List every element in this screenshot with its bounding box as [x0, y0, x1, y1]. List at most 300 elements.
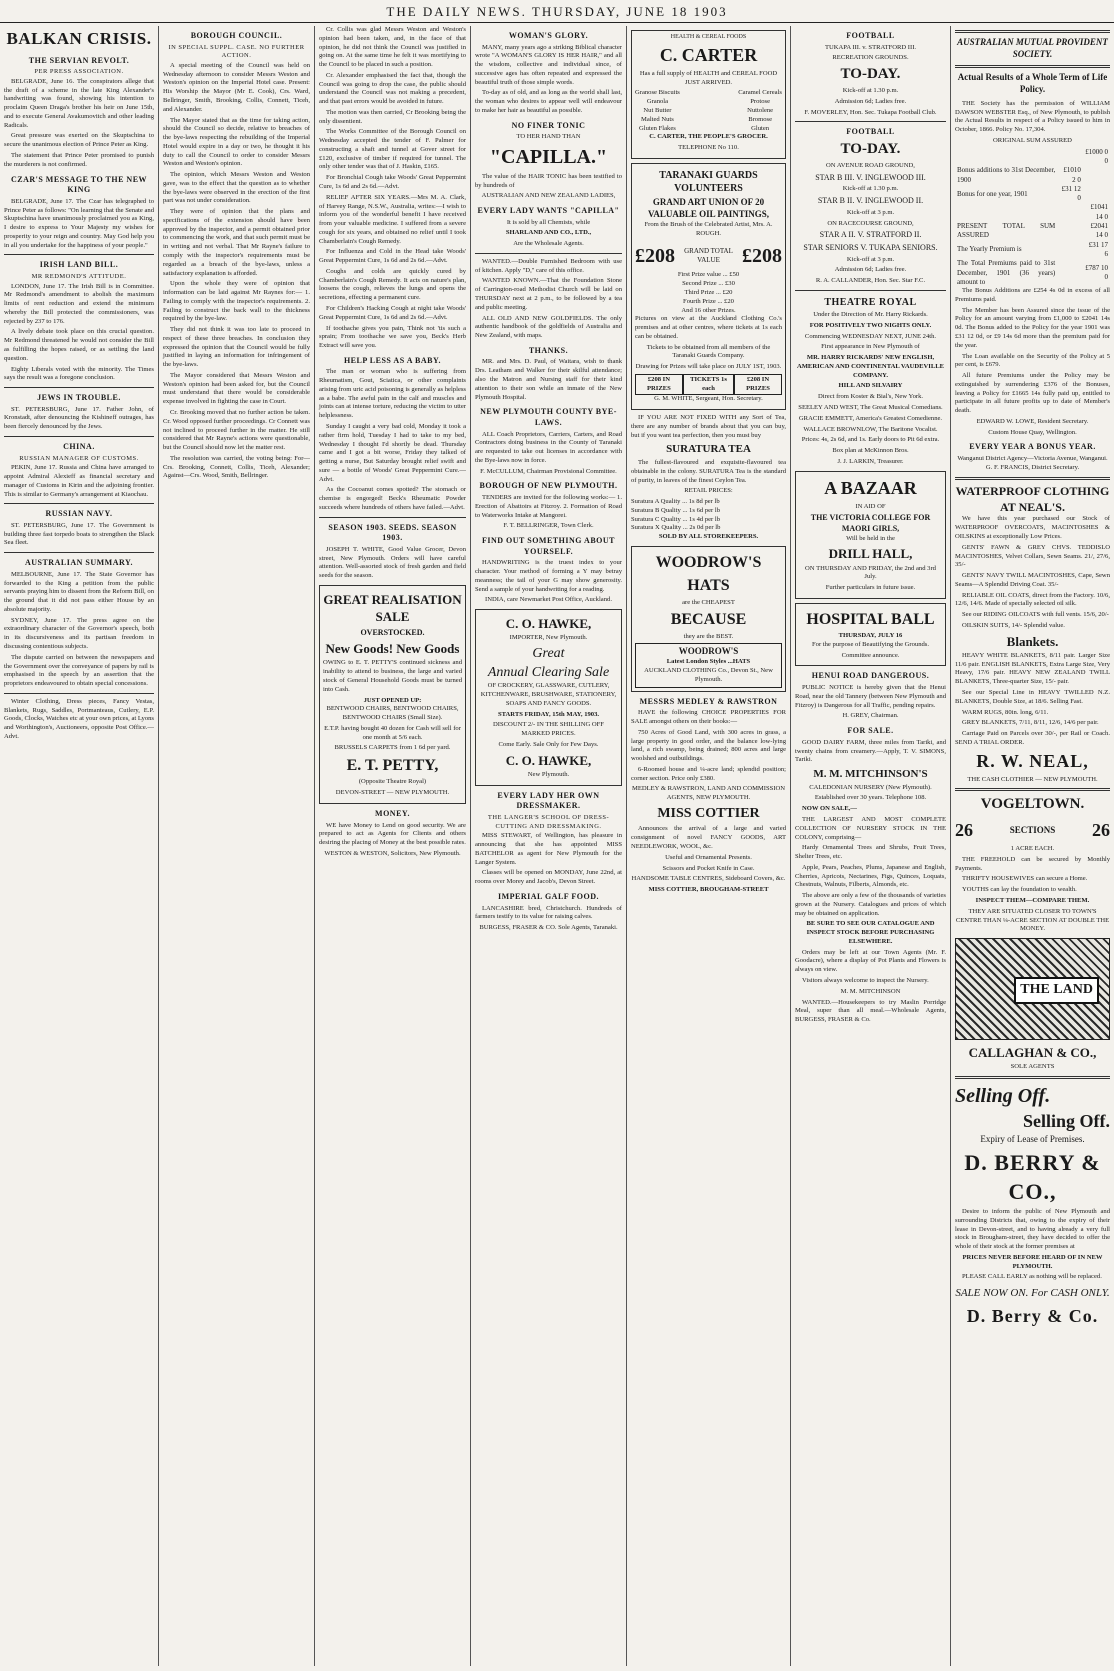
article-paragraph: The statement that Prince Peter promised to punish the murderers is not confirmed. [4, 152, 154, 168]
football-1-kickoff: Kick-off at 1.30 p.m. [842, 87, 899, 95]
sale-now-line: SALE NOW ON. For CASH ONLY. [955, 1287, 1110, 1300]
article-paragraph: 6-Roomed house and ¼-acre land; splendid position; corner section. Price only £380. [631, 765, 786, 782]
please-call-line: PLEASE CALL EARLY as nothing will be replaced. [962, 1273, 1102, 1281]
woodrow-title: WOODROW'S [655, 553, 762, 571]
russian-navy-head: RUSSIAN NAVY. [45, 509, 113, 519]
expiry-line: Expiry of Lease of Premises. [980, 1133, 1085, 1144]
amp-table-row [955, 222, 1110, 241]
article-paragraph: GENTS' FAWN & GREY CHVS. TEDDISLO MACINTOSHES, Velvet Collars, Sewn Seams. 21/, 27/6, 35/- [955, 543, 1110, 569]
football-2-kickoff-2: Kick-off at 3 p.m. [846, 208, 895, 216]
mitchinson-sub: CALEDONIAN NURSERY (New Plymouth). [809, 783, 932, 791]
divider [4, 254, 154, 255]
czar-message-head: CZAR'S MESSAGE TO THE NEW KING [10, 174, 148, 195]
hawke-name: C. O. HAWKE, [505, 616, 592, 632]
prize-box-middle: TICKETS 1s each [683, 374, 734, 396]
prize-total-label: GRAND TOTAL VALUE [684, 246, 733, 265]
theatre-head: THEATRE ROYAL [824, 296, 917, 308]
berry-title: D. BERRY & CO., [964, 1149, 1101, 1204]
article-paragraph: OILSKIN SUITS, 14/- Splendid value. [962, 621, 1065, 629]
article-paragraph: THE FREEHOLD can be secured by Monthly Payments. [955, 855, 1110, 872]
article-paragraph: LONDON, June 17. The Irish Bill is in Committee. Mr Redmond's amendment to abolish the maximum limits of rent reduction and extend the minimum whereby the Bill protected the commissioners, was rejected by 237 to 176. [4, 282, 154, 325]
theatre-line: FOR POSITIVELY TWO NIGHTS ONLY. [809, 321, 932, 329]
amp-table-cell: PRESENT TOTAL SUM ASSURED [957, 222, 1056, 240]
article-paragraph: YOUTHS can lay the foundation to wealth. [962, 886, 1077, 894]
prize-amount-left: £208 [635, 244, 675, 267]
article-paragraph: GOOD DAIRY FARM, three miles from Tariki, and twenty chains from creamery.—Apply, T. V. SIMONS, Tariki. [795, 738, 946, 764]
theatre-line: Under the Direction of Mr. Harry Rickards. [813, 311, 928, 319]
football-2-match-3: STAR A II. V. STRATFORD II. [819, 230, 922, 240]
tea-price-item: Suratura X Quality ... 2s 0d per lb [631, 524, 721, 532]
woodrow-box-address: AUCKLAND CLOTHING Co., Devon St., New Plymouth. [644, 667, 773, 683]
article-paragraph: The Bonus Additions are £254 4s 0d in excess of all Premiums paid. [955, 287, 1110, 303]
article-paragraph: RELIABLE OIL COATS, direct from the Factory. 10/6, 12/6, 14/6. Made of specially selected oil silk. [955, 591, 1110, 608]
article-paragraph: WARM RUGS, 80in. long, 6/11. [962, 708, 1049, 716]
column-3 [314, 26, 470, 1666]
carter-telephone: TELEPHONE No 110. [678, 144, 739, 152]
football-2-ground: ON AVENUE ROAD GROUND, [826, 161, 915, 169]
article-paragraph: IF YOU ARE NOT FIXED WITH any Sort of Tea, there are any number of brands about that you can buy, but if you want tea perfection, then you must buy [631, 414, 786, 439]
college-title: THE VICTORIA COLLEGE FOR MAORI GIRLS, [810, 513, 931, 533]
article-paragraph: Orders may be left at our Town Agents (Mr. F. Goodacre), where a display of Pot Plants and Flowers is always on view. [795, 948, 946, 974]
article-paragraph: For Bronchial Cough take Woods' Great Peppermint Cure, 1s 6d and 2s 6d.—Advt. [319, 174, 466, 191]
carter-item: Malted Nuts [641, 115, 674, 123]
article-paragraph: ST. PETERSBURG, June 17. The Government is building three fast torpedo boats to strengthen the Black Sea fleet. [4, 521, 154, 547]
bonus-year-head: EVERY YEAR A BONUS YEAR. [969, 442, 1096, 452]
hospital-ball-line: For the purpose of Beautifying the Grounds. [811, 640, 930, 648]
cottier-signature: MISS COTTIER, BROUGHAM-STREET [648, 886, 769, 894]
amp-signature: EDWARD W. LOWE, Resident Secretary. [976, 417, 1089, 425]
column-7 [950, 26, 1114, 1666]
article-paragraph: Desire to inform the public of New Plymouth and surrounding Districts that, owing to the expiry of their lease in Devon-street, and to having already a very full stock in Brougham-street, they have decided to offer the whole of their stock at the former premises at [955, 1208, 1110, 1251]
australian-summary-head: AUSTRALIAN SUMMARY. [24, 558, 134, 568]
football-1-ground: RECREATION GROUNDS. [832, 54, 909, 62]
sharland-line: SHARLAND AND CO., LTD., [505, 229, 592, 237]
carter-item: Nuttolene [747, 106, 774, 114]
hospital-ball-advert [795, 603, 946, 667]
amp-address: Custom House Quay, Wellington. [988, 428, 1077, 436]
article-paragraph: THRIFTY HOUSEWIVES can secure a Home. [962, 875, 1088, 883]
carter-item: Gluten [751, 124, 770, 132]
amp-table-cell: £787 10 0 [1085, 263, 1108, 282]
original-sum-label: ORIGINAL SUM ASSURED [993, 136, 1072, 144]
helpless-baby-head: HELP LESS AS A BABY. [343, 355, 442, 365]
article-paragraph: Cr. Alexander emphasised the fact that, though the Council was going to drop the case, the public should understand the Council was not making a precedent, and that past errors would be avoided in future. [319, 71, 466, 106]
new-goods-title: New Goods! New Goods [325, 641, 460, 657]
article-paragraph: To-day as of old, and as long as the world shall last, the woman who desires to appear well will endeavour to make her hair as beautiful as possible. [475, 89, 622, 114]
because-title: BECAUSE [670, 611, 747, 629]
womans-glory-head: WOMAN'S GLORY. [508, 31, 589, 40]
amp-table-cell [1083, 185, 1110, 204]
article-paragraph: Carriage Paid on Parcels over 30/-, per Rail or Coach. SEND A TRIAL ORDER. [955, 730, 1110, 746]
imperial-calf-head: IMPERIAL GALF FOOD. [498, 891, 599, 901]
money-signature: WESTON & WESTON, Solicitors, New Plymouth. [324, 849, 461, 857]
money-head: MONEY. [375, 808, 410, 818]
article-paragraph: GREY BLANKETS, 7/11, 8/11, 12/6, 14/6 per pair. [962, 719, 1099, 727]
article-paragraph: The motion was then carried, Cr Brooking being the only dissentient. [319, 108, 466, 125]
capilla-title: "CAPILLA." [489, 146, 608, 169]
article-paragraph: HAVE the following CHOICE PROPERTIES FOR SALE amongst others on their books:— [631, 709, 786, 725]
article-paragraph: See our RIDING OILCOATS with full vents. 15/6, 20/- [962, 611, 1109, 619]
just-opened-text: JUST OPENED UP: [363, 696, 422, 704]
amp-table-cell: £1000 0 0 [1085, 147, 1108, 165]
article-paragraph: The opinion, which Messrs Weston and Weston gave, was to the effect that the question as to whether the bye-laws were observed in the erection of the first part was not under consideration. [163, 171, 310, 205]
article-paragraph: Cr. Brooking moved that no further action be taken. Cr. Wood opposed further proceedings. Cr Connett was not inclined to proceed further in the matter. He still considered that Mr Rayne's actions were questionable, but the Council should now let the matter rest. [163, 409, 310, 452]
carter-name: C. CARTER [659, 44, 758, 65]
hospital-ball-line: Committee announce. [841, 651, 900, 659]
article-paragraph: MANY, many years ago a striking Biblical character wrote "A WOMAN'S GLORY IS HER HAIR," and all the wisdom, collective and individual since, of successive ages has often repeated and expressed the beautiful truth of those simple words. [475, 43, 622, 86]
vogeltown-banner [955, 817, 1110, 845]
bonus-line: Wanganui District Agency—Victoria Avenue, Wanganui. G. F. FRANCIS, District Secretary. [957, 455, 1108, 471]
article-paragraph: The Mayor stated that as the time for taking action, should the Council so decide, relative to breaches of the bye-laws respecting the rebuilding of the Imperial Hotel would expire in a day or two, he thought it his duty to call the Council to order to consider Messrs Weston and Weston's opinion. [163, 116, 310, 168]
article-paragraph: HANDWRITING is the truest index to your character. Your method of forming a Y may betray meanness; the tail of your G may show generosity. Send a sample of your handwriting for a reading. [475, 559, 622, 593]
carter-item: Gluten Flakes [639, 124, 676, 132]
woodrow-advert [631, 546, 786, 692]
sections-count-right: 26 [1092, 820, 1110, 841]
medley-head: MESSRS MEDLEY & RAWSTRON [639, 696, 778, 706]
overstocked-text: OVERSTOCKED. [360, 627, 425, 637]
article-paragraph: The Loan available on the Security of the Policy at 5 per cent, is £679. [955, 352, 1110, 369]
theatre-line: Commencing WEDNESDAY NEXT, JUNE 24th. [804, 332, 937, 340]
art-union-advert [631, 163, 786, 410]
masthead [0, 4, 1114, 23]
divider [955, 30, 1110, 33]
agents-line: Are the Wholesale Agents. [513, 240, 584, 248]
advert-paragraph: Pictures on view at the Auckland Clothing Co.'s premises and at other centres, where tickets at 1s each can be obtained. [635, 315, 782, 340]
chemists-line: It is sold by all Chemists, while [506, 218, 591, 226]
amp-table-cell [955, 148, 1057, 167]
prize-banner [635, 241, 782, 272]
advert-paragraph: Drawing for Prizes will take place on JULY 1ST, 1903. [635, 363, 782, 371]
divider [795, 121, 946, 122]
finer-tonic-head: NO FINER TONIC [511, 120, 586, 130]
article-paragraph: The Member has been Assured since the issue of the Policy for an amount varying from £1,000 to £2041 14s 0d. The Bonus added to the Policy for the year 1901 was £31 12 0d, or £9 14s 6d more than the premium paid for the year. [955, 306, 1110, 349]
petty-sub: (Opposite Theatre Royal) [358, 778, 427, 786]
article-paragraph: For Children's Hacking Cough at night take Woods' Great Peppermint Cure, 1s 6d and 2s 6d.—Advt. [319, 304, 466, 321]
advert-paragraph: STARTS FRIDAY, 15th MAY, 1903. [497, 710, 600, 718]
football-1-day: TO-DAY. [840, 66, 901, 83]
art-union-sub: From the Brush of the Celebrated Artist, Mrs. A. ROUGH. [644, 221, 773, 238]
carter-items [635, 89, 782, 133]
prize-list [635, 271, 782, 315]
football-1-signature: F. MOVERLEY, Hon. Sec. Tukapa Football Club. [804, 108, 937, 116]
article-paragraph: Eighty Liberals voted with the minority. The Times says the result was a foregone conclusion. [4, 365, 154, 382]
balkan-crisis-title: BALKAN CRISIS. [6, 29, 152, 48]
borough-council-sub: IN SPECIAL SUPPL. CASE. NO FURTHER ACTION. [168, 43, 305, 60]
article-paragraph: MR. and Mrs. D. Paul, of Waitara, wish to thank Drs. Leatham and Walker for their skilful attendance; also the Matron and Nursing staff for their kind attention to their son while an inmate of the New Plymouth Hospital. [475, 358, 622, 401]
article-paragraph: WANTED KNOWN.—That the Foundation Stone of Carrington-road Methodist Church will be laid on THURSDAY next at 2 p.m., to be followed by a tea and public meeting. [475, 277, 622, 311]
hospital-ball-title: HOSPITAL BALL [806, 610, 935, 628]
guards-title: TARANAKI GUARDS VOLUNTEERS [659, 169, 758, 195]
prize-box-right: £208 IN PRIZES [734, 374, 782, 396]
woodrow-box [635, 643, 782, 687]
sections-count-left: 26 [955, 820, 973, 841]
article-paragraph: JOSEPH T. WHITE, Good Value Grocer, Devon street, New Plymouth. Orders will have careful attention. Well-assorted stock of fresh garden and field seeds for the season. [319, 545, 466, 580]
amp-table-cell [1057, 148, 1083, 167]
amp-table-cell: £2041 14 0 [1090, 222, 1108, 240]
press-association-sub: PER PRESS ASSOCIATION. [34, 68, 124, 76]
theatre-line: Direct from Koster & Bial's, New York. [817, 393, 924, 401]
amp-table-row [955, 148, 1110, 167]
amp-table-cell: Bonus additions to 31st December, 1900 [957, 166, 1056, 184]
divider [4, 436, 154, 437]
carter-item: Caramel Cereals [738, 89, 782, 97]
advert-paragraph: BENTWOOD CHAIRS, BENTWOOD CHAIRS, BENTWOOD CHAIRS (Small Size). [326, 705, 459, 722]
realisation-sale-title: GREAT REALISATION SALE [323, 591, 462, 625]
bazaar-title: A BAZAAR [824, 477, 917, 498]
dressmaker-head: EVERY LADY HER OWN DRESSMAKER. [497, 790, 600, 811]
hawke-sub: IMPORTER, New Plymouth. [509, 634, 588, 642]
advert-paragraph: OF CROCKERY, GLASSWARE, CUTLERY, KITCHENWARE, BRUSHWARE, STATIONERY, SOAPS AND FANCY GOODS. [480, 682, 617, 707]
article-paragraph: THE LARGEST AND MOST COMPLETE COLLECTION OF NURSERY STOCK IN THE COLONY, comprising— [795, 815, 946, 841]
article-paragraph: As the Cocoanut comes spotted? The stomach or chemise is engorged! Beck's Rheumatic Powder succeeds where hundreds of others have failed.—Advt. [319, 486, 466, 511]
football-2-ground-2: ON RACECOURSE GROUND, [827, 219, 914, 227]
article-paragraph: Cr. Collis was glad Messrs Weston and Weston's opinion had been taken, and, in the face of that opinion, he did not think the Council was justified in going on. At the same time he felt it was mortifying to the Council to be placed in such a position. [319, 26, 466, 69]
column-1 [0, 26, 158, 1666]
advert-paragraph: OWING to E. T. PETTY'S continued sickness and inability to attend to business, the large and varied stock of General Household Goods must be turned into Cash. [323, 659, 462, 693]
article-paragraph: The dispute carried on between the newspapers and the Government over the conveyance of papers by rail is emphasised in the speech by an assertion that the proprietors endeavoured to obtain special concessions. [4, 653, 154, 688]
football-2-day: TO-DAY. [840, 141, 901, 158]
article-paragraph: The resolution was carried, the voting being: For—Crs. Brooking, Connett, Collis, Ticeh, Alexander; Against—Crs. Wood, Smith, Bellringer. [163, 454, 310, 480]
article-paragraph: RELIEF AFTER SIX YEARS.—Mrs M. A. Clark, of Harvey Range, N.S.W., Australia, writes:—I wish to inform you of the wonderful benefit I have received from your valuable medicine. I suffered from a severe cough for six years, and obtained no relief until I took Chamberlain's Cough Remedy. [319, 193, 466, 245]
art-union-title: GRAND ART UNION OF 20 VALUABLE OIL PAINTINGS, [648, 197, 769, 220]
mitchinson-signature: M. M. MITCHINSON [840, 987, 901, 995]
divider [319, 517, 466, 518]
petty-name: E. T. PETTY, [346, 757, 439, 775]
prize-item: First Prize value ... £50 [677, 271, 740, 279]
article-paragraph: 750 Acres of Good Land, with 300 acres in grass, a large property in good order, and the balance low-lying land, a rich swamp, being drained; 800 acres and large woolshed and outbuildings. [631, 728, 786, 763]
thanks-head: THANKS. [528, 345, 569, 355]
bye-laws-signature: F. McCULLUM, Chairman Provisional Committee. [480, 467, 617, 475]
football-2-admission: Admission 6d; Ladies free. [834, 266, 907, 274]
prize-item: Fourth Prize ... £20 [683, 297, 734, 305]
prize-item: And 16 other Prizes. [681, 306, 736, 314]
burgess-signature: BURGESS, FRASER & CO. Sole Agents, Taranaki. [479, 924, 618, 932]
article-paragraph: Upon the whole they were of opinion that information can be laid against Mr Raynes for:— 1. Failing to comply with the inspector's requirements. 2. Failing to construct the back wall to the thickness required by the bye-law. [163, 280, 310, 323]
waterproof-title: WATERPROOF CLOTHING AT NEAL'S. [955, 483, 1110, 514]
divider [475, 253, 622, 254]
article-paragraph: ST. PETERSBURG, June 17. Father John, of Kronstadt, after denouncing the Kishineff outrages, has been fiercely denounced by the Jews. [4, 405, 154, 431]
callaghan-title: CALLAGHAN & CO., [968, 1045, 1097, 1061]
football-1-admission: Admission 6d; Ladies free. [834, 97, 907, 105]
theatre-line: WALLACE BROWNLOW, The Baritone Vocalist. [803, 425, 938, 433]
article-paragraph: The fullest-flavoured and exquisite-flavoured tea obtainable in the colony. SURATURA Tea is the standard of purity, in leaves of the finest Ceylon Tea. [631, 459, 786, 484]
sections-label: SECTIONS [1009, 825, 1056, 836]
mitchinson-line: Established over 30 years. Telephone 108. [814, 794, 927, 802]
divider [955, 65, 1110, 68]
borough-council-head: BOROUGH COUNCIL. [190, 31, 283, 40]
amp-table-row [955, 259, 1110, 287]
cheapest-line: are the CHEAPEST [682, 598, 735, 606]
amp-table-cell: £1010 2 0 [1063, 166, 1081, 184]
article-paragraph: Visitors always welcome to inspect the Nursery. [802, 977, 929, 984]
football-2-head: FOOTBALL [846, 127, 895, 137]
article-paragraph: Announces the arrival of a large and varied consignment of novel FANCY GOODS, ART NEEDLEWORK, WOOL, &c. [631, 825, 786, 850]
carter-item: Granola [646, 98, 669, 106]
amp-title: AUSTRALIAN MUTUAL PROVIDENT SOCIETY. [957, 37, 1108, 59]
tea-price-item: Suratura A Quality ... 1s 8d per lb [631, 498, 720, 506]
amp-table-cell [1057, 203, 1083, 222]
henui-signature: H. GREY, Chairman. [842, 712, 899, 720]
prize-item: Third Prize ... £20 [684, 288, 733, 296]
prize-boxes [635, 374, 782, 396]
ladies-line: AUSTRALIAN AND NEW ZEALAND LADIES, [481, 192, 616, 200]
berry-title-2: D. Berry & Co. [966, 1305, 1099, 1326]
prize-box-left: £208 IN PRIZES [635, 374, 683, 396]
advert-paragraph: Tickets to be obtained from all members of the Taranaki Guards Company. [646, 343, 771, 360]
cottier-line: HANDSOME TABLE CENTRES, Sideboard Covers, &c. [631, 875, 786, 883]
article-paragraph: All future Premiums under the Policy may be extinguished by surrendering £376 of the Bonuses, leaving a Policy for £1665 14s fully paid up, entitled to participate in all future profits up to date of Member's death. [955, 372, 1110, 415]
carter-item: Protose [750, 98, 770, 106]
article-paragraph: We have this year purchased our Stock of WATERPROOF OVERCOATS, MACINTOSHES & OILSKINS at exceptionally Low Prices. [955, 515, 1110, 540]
advert-paragraph: Come Early. Sale Only for Few Days. [498, 741, 599, 748]
advert-paragraph: E.T.P. having bought 40 dozen for Cash will sell for one month at 5/6 each. [324, 724, 461, 741]
article-paragraph: SYDNEY, June 17. The press agree on the extraordinary character of the Governor's speech, both in its discursiveness and its partisan freedom in discussing contentious subjects. [4, 616, 154, 650]
article-paragraph: They were of opinion that the plans and specifications of the extension should have been approved by the inspector, and a permit obtained prior to commencing the work, and that such permit must be in writing and not verbal. That Mr Rayne's failure to comply with the inspector's requirements must be regarded as a breach of the bye-laws, unless a satisfactory explanation is afforded. [163, 208, 310, 277]
for-sale-head: FOR SALE. [847, 726, 894, 736]
petty-address: DEVON-STREET — NEW PLYMOUTH. [335, 789, 450, 797]
carter-items-right [738, 89, 782, 133]
petty-advert [319, 585, 466, 804]
prices-never-line: PRICES NEVER BEFORE HEARD OF IN NEW PLYMOUTH. [962, 1253, 1103, 1270]
divider [4, 552, 154, 553]
amp-table-cell [1083, 166, 1110, 185]
borough-signature: F. T. BELLRINGER, Town Clerk. [503, 522, 594, 530]
article-paragraph: WE have Money to Lend on good security. We are prepared to act as Agents for Clients and others desiring the placing of Money at the best possible rates. [319, 821, 466, 847]
divider [955, 1076, 1110, 1079]
situated-line: THEY ARE SITUATED CLOSER TO TOWN'S CENTRE THAN ¼-ACRE SECTION AT DOUBLE THE MONEY. [955, 907, 1110, 933]
football-2-match-1: STAR B III. V. INGLEWOOD III. [815, 172, 926, 182]
bazaar-line: Will be held in the [846, 534, 895, 542]
column-4 [470, 26, 626, 1666]
bazaar-advert [795, 471, 946, 599]
carter-items-left [635, 89, 680, 133]
amp-table-cell: Bonus for one year, 1901 [957, 189, 1028, 198]
hospital-ball-date: THURSDAY, JULY 16 [838, 632, 903, 640]
bye-laws-head: NEW PLYMOUTH COUNTY BYE-LAWS. [480, 407, 617, 427]
retail-prices-label: RETAIL PRICES: [684, 487, 733, 495]
football-2-kickoff-4: Kick-off at 3 p.m. [846, 255, 895, 263]
cottier-line: Useful and Ornamental Presents. [665, 853, 752, 861]
article-paragraph: HEAVY WHITE BLANKETS, 8/11 pair. Larger Size 11/6 pair. ENGLISH BLANKETS, Extra Large Size, Very Heavy, 17/6 pair. HEAVY NEW ZEALAND TWILL BLANKETS, Three-quarter Size, 15/- pair. [955, 651, 1110, 686]
great-word: Great [532, 646, 565, 662]
cottier-title: MISS COTTIER [657, 805, 760, 821]
theatre-line: SEELEY AND WEST, The Great Musical Comedians. [798, 404, 943, 411]
prize-amount-right: £208 [742, 244, 782, 267]
sole-agents-line: SOLE AGENTS [1010, 1063, 1055, 1071]
carter-top: HEALTH & CEREAL FOODS [670, 34, 747, 40]
theatre-line: HILL AND SILVAIRY [838, 382, 903, 390]
bazaar-line: Further particulars in future issue. [825, 584, 916, 592]
tea-price-item: Suratura B Quality ... 1s 6d per lb [631, 506, 721, 514]
amp-table-cell [1057, 259, 1083, 287]
amp-sub: Actual Results of a Whole Term of Life Policy. [957, 71, 1108, 94]
hawke-sub-2: New Plymouth. [527, 771, 570, 779]
carter-item: Nut Butter [643, 106, 672, 114]
theatre-line: J. J. LARKIN, Treasurer. [837, 457, 904, 465]
article-paragraph: They did not think it was too late to proceed in respect of these three breaches. In conclusion they expressed the opinion that the Council would be fully justified in laying an information for infringement of the bye-laws. [163, 326, 310, 369]
best-line: they are the BEST. [683, 632, 734, 640]
drill-hall-title: DRILL HALL, [828, 546, 913, 562]
tea-price-item: Suratura C Quality ... 1s 4d per lb [631, 515, 721, 523]
article-paragraph: LANCASHIRE bred, Christchurch. Hundreds of farmers testify to its value for raising calves. [475, 904, 622, 921]
article-paragraph: A lively debate took place on this crucial question. Mr Redmond threatened he would not consider the Bill as fulfilling the hopes raised, or as settling the land question. [4, 328, 154, 362]
article-paragraph: BELGRADE, June 16. The conspirators allege that the draft of a scheme in the late King Alexander's handwriting was found, showing his intention to proclaim Queen Draga's brother his heir on June 15th, and to execute General Avakumovitch and other leading Radicals. [4, 77, 154, 129]
amp-table-cell: The Total Premiums paid to 31st December, 1901 (36 years) amount to [957, 259, 1056, 286]
article-paragraph: Sunday I caught a very bad cold, Monday it took a rather firm hold, Tuesday I had to take to my bed, Wednesday I thought I'd shortly be dead. Thursday came and I got a bit worse, Friday they talked of getting a nurse, But Saturday brought relief swift and sure — a bottle of Woods' Great Peppermint Cure.—Advt. [319, 423, 466, 483]
article-paragraph: PUBLIC NOTICE is hereby given that the Henui Road, near the old Tannery (between New Plymouth and Fitzroy) is Dangerous for all Traffic, pending repairs. [795, 684, 946, 709]
advert-paragraph: BRUSSELS CARPETS from 1 6d per yard. [334, 744, 451, 752]
football-2-match-2: STAR B II. V. INGLEWOOD II. [817, 196, 924, 206]
football-1-head: FOOTBALL [846, 31, 895, 40]
mitchinson-line: NOW ON SALE,— [802, 805, 858, 813]
article-paragraph: MISS STEWART, of Wellington, has pleasure in announcing that she has appointed MISS BATCHELOR as agent for New Plymouth for the Langer System. [475, 832, 622, 866]
irish-land-bill-head: IRISH LAND BILL. [39, 260, 119, 270]
every-lady-head: EVERY LADY WANTS "CAPILLA" [477, 206, 620, 216]
mitchinson-title: M. M. MITCHINSON'S [813, 768, 928, 781]
theatre-line: Box plan at McKinnon Bros. [832, 447, 909, 455]
divider [955, 477, 1110, 480]
carter-item: Granose Biscuits [635, 89, 680, 97]
column-2 [158, 26, 314, 1666]
article-paragraph: THE Society has the permission of WILLIAM DAWSON WEBSTER Esq., of New Plymouth, to publish the Actual Results in respect of a Policy issued to him in October, 1866. Policy No. 17,304. [955, 99, 1110, 134]
medley-signature: MEDLEY & RAWSTRON, LAND AND COMMISSION AGENTS, NEW PLYMOUTH. [631, 785, 786, 802]
amp-table-row [955, 166, 1110, 185]
football-2-kickoff-1: Kick-off at 1.30 p.m. [842, 185, 899, 193]
article-paragraph: If toothache gives you pain, Think not 'tis such a sprain; From toothache we save you, Beck's Herb Extract will save you. [319, 324, 466, 350]
article-paragraph: The Works Committee of the Borough Council on Wednesday accepted the tender of F. Palmer for constructing a shaft and tunnel at Gover street for £120, exclusive of timber if required for tunnel. The only other tender was that of J. Haskin, £165. [319, 128, 466, 171]
article-paragraph: The man or woman who is suffering from Rheumatism, Gout, Sciatica, or other complaints arising from uric acid poisoning is generally as helpless as a babe. The awful pain in the calf and muscles and joints can at intense torture, reducing the victim to utter helplessness. [319, 368, 466, 420]
redmond-sub: MR REDMOND'S ATTITUDE. [31, 273, 127, 280]
find-out-head: FIND OUT SOMETHING ABOUT YOURSELF. [482, 536, 615, 556]
amp-table-cell [1057, 222, 1083, 241]
prize-item: Second Prize ... £30 [682, 280, 735, 288]
theatre-line: GRACIE EMMETT, America's Greatest Comedienne. [798, 414, 943, 422]
jews-trouble-head: JEWS IN TROUBLE. [37, 393, 121, 403]
column-5 [626, 26, 790, 1666]
hawke-advert [475, 609, 622, 786]
article-paragraph: Hardy Ornamental Trees and Shrubs, Fruit Trees, Shelter Trees, etc. [795, 844, 946, 861]
masthead-title: THE DAILY NEWS. THURSDAY, JUNE 18 1903 [386, 4, 728, 19]
amp-table-row [955, 203, 1110, 222]
article-paragraph: MELBOURNE, June 17. The State Governor has forwarded to the King a petition from the public servants praying him to dissent from the Reform Bill, on the ground that it did not pass either House by an absolute majority. [4, 570, 154, 613]
article-paragraph: A special meeting of the Council was held on Wednesday afternoon to consider Messrs Weston and Weston's opinion on the Imperial Hotel case. Present: His Worship the Mayor (Mr E. Cook), Crs. Ward, Bellringer, Smith, Brooking, Collis, Connett, Ticeh, and Alexander. [163, 61, 310, 113]
woodrow-box-title: WOODROW'S [678, 646, 739, 657]
football-2-signature: R. A. CALLANDER, Hon. Sec. Star F.C. [815, 277, 926, 285]
divider [795, 290, 946, 291]
carter-advert [631, 30, 786, 159]
amp-table-cell: £31 17 6 [1088, 240, 1108, 258]
neal-title: R. W. NEAL, [976, 750, 1089, 771]
inspect-line: INSPECT THEM—COMPARE THEM. [975, 897, 1090, 904]
india-line: INDIA, care Newmarket Post Office, Auckland. [485, 596, 612, 604]
the-land-label: THE LAND [1014, 977, 1099, 1004]
bazaar-line: IN AID OF [855, 502, 886, 510]
article-paragraph: For Influenza and Cold in the Head take Woods' Great Peppermint Cure, 1s 6d and 2s 6d.—Advt. [319, 248, 466, 265]
divider [4, 387, 154, 388]
article-paragraph: ALL OLD AND NEW GOLDFIELDS. The only authentic handbook of the goldfields of Australia and New Zealand, with maps. [475, 314, 622, 340]
article-paragraph: The Mayor considered that Messrs Weston and Weston's opinion had been asked for, but the Council must understand that there would be considerable expense involved in fighting the case in Court. [163, 371, 310, 406]
hats-title: HATS [687, 577, 730, 595]
article-paragraph: See our Special Line in HEAVY TWILLED N.Z. BLANKETS, Double Size, at 18/6. Selling Fast. [955, 689, 1110, 705]
theatre-line: Prices: 4s, 2s 6d, and 1s. Early doors to Pit 6d extra. [801, 436, 940, 444]
mitchinson-line: BE SURE TO SEE OUR CATALOGUE AND INSPECT STOCK BEFORE PURCHASING ELSEWHERE. [806, 920, 935, 945]
amp-table-cell: £1041 14 0 [1090, 203, 1108, 221]
article-paragraph: PEKIN, June 17. Russia and China have arranged to appoint Admiral Alexieff as financial secretary and manager of Customs in Kirin and the adjoining frontier. This is similar to Germany's arrangement at Kiaochau. [4, 464, 154, 498]
article-paragraph: Great pressure was exerted on the Skuptschina to secure the unanimous election of Prince Peter as King. [4, 132, 154, 149]
advert-paragraph: DISCOUNT 2/- IN THE SHILLING OFF MARKED PRICES. [493, 721, 604, 738]
amp-table [955, 148, 1110, 287]
divider [955, 788, 1110, 791]
